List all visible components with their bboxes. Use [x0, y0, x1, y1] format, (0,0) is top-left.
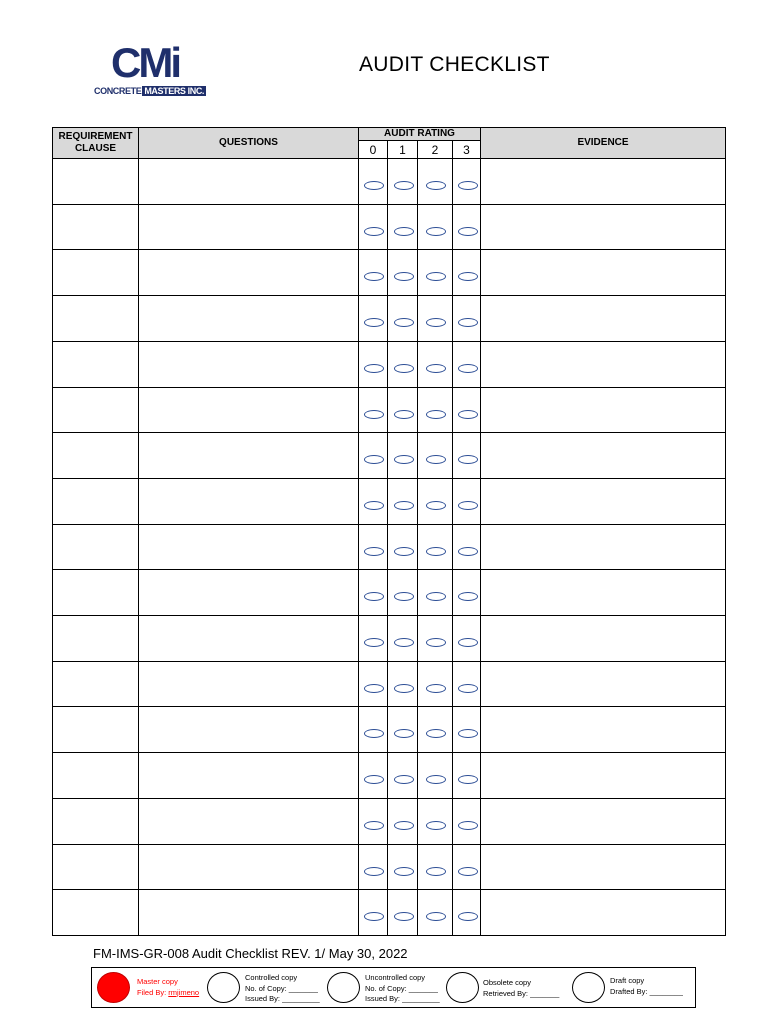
- rating-oval-option[interactable]: [426, 775, 446, 784]
- rating-3-cell: [452, 204, 481, 250]
- rating-oval-option[interactable]: [426, 272, 446, 281]
- evidence-cell[interactable]: [480, 752, 726, 799]
- rating-oval-option[interactable]: [364, 638, 384, 647]
- rating-oval-option[interactable]: [364, 501, 384, 510]
- rating-3-cell: [452, 752, 481, 799]
- rating-3-cell: [452, 295, 481, 342]
- rating-oval-option[interactable]: [394, 455, 414, 464]
- rating-0-cell: [358, 432, 388, 479]
- evidence-cell[interactable]: [480, 798, 726, 845]
- evidence-cell[interactable]: [480, 478, 726, 525]
- rating-oval-option[interactable]: [426, 318, 446, 327]
- rating-oval-option[interactable]: [364, 867, 384, 876]
- rating-oval-option[interactable]: [364, 592, 384, 601]
- rating-oval-option[interactable]: [458, 272, 478, 281]
- rating-1-cell: [387, 249, 418, 296]
- rating-oval-option[interactable]: [458, 318, 478, 327]
- rating-2-cell: [417, 889, 453, 936]
- rating-0-cell: [358, 752, 388, 799]
- requirement-clause-cell[interactable]: [52, 432, 139, 479]
- company-logo: [93, 39, 207, 100]
- rating-3-cell: [452, 158, 481, 205]
- question-cell[interactable]: [138, 524, 359, 570]
- evidence-cell[interactable]: [480, 387, 726, 433]
- evidence-cell[interactable]: [480, 615, 726, 662]
- rating-1-cell: [387, 661, 418, 707]
- uncontrolled-copy-label: Uncontrolled copy: [365, 973, 426, 982]
- rating-oval-option[interactable]: [364, 272, 384, 281]
- rating-oval-option[interactable]: [458, 410, 478, 419]
- rating-0-cell: [358, 615, 388, 662]
- evidence-cell[interactable]: [480, 661, 726, 707]
- question-cell[interactable]: [138, 478, 359, 525]
- draft-copy-label: Draft copy: [610, 976, 645, 985]
- table-row: [52, 615, 726, 662]
- rating-1-cell: [387, 844, 418, 890]
- rating-3-cell: [452, 249, 481, 296]
- rating-oval-option[interactable]: [364, 821, 384, 830]
- rating-3-cell: [452, 432, 481, 479]
- question-cell[interactable]: [138, 706, 359, 753]
- rating-0-cell: [358, 569, 388, 616]
- rating-value-2: 2: [417, 140, 453, 159]
- requirement-clause-cell[interactable]: [52, 341, 139, 388]
- rating-0-cell: [358, 844, 388, 890]
- question-cell[interactable]: [138, 661, 359, 707]
- rating-oval-option[interactable]: [364, 547, 384, 556]
- rating-3-cell: [452, 387, 481, 433]
- rating-oval-option[interactable]: [458, 455, 478, 464]
- rating-oval-option[interactable]: [426, 455, 446, 464]
- requirement-clause-cell[interactable]: [52, 889, 139, 936]
- rating-oval-option[interactable]: [458, 821, 478, 830]
- rating-oval-option[interactable]: [426, 638, 446, 647]
- rating-oval-option[interactable]: [364, 684, 384, 693]
- requirement-clause-cell[interactable]: [52, 706, 139, 753]
- evidence-cell[interactable]: [480, 524, 726, 570]
- draft-copy-indicator[interactable]: [572, 972, 605, 1003]
- table-row: [52, 432, 726, 479]
- rating-oval-option[interactable]: [394, 272, 414, 281]
- requirement-clause-cell[interactable]: [52, 204, 139, 250]
- rating-oval-option[interactable]: [394, 592, 414, 601]
- rating-3-cell: [452, 889, 481, 936]
- obsolete-copy-text: [483, 978, 559, 999]
- master-copy-indicator[interactable]: [97, 972, 130, 1003]
- requirement-clause-cell[interactable]: [52, 249, 139, 296]
- evidence-cell[interactable]: [480, 706, 726, 753]
- controlled-copy-text: [245, 973, 320, 1005]
- rating-oval-option[interactable]: [458, 912, 478, 921]
- uncontrolled-copy-indicator[interactable]: [327, 972, 360, 1003]
- rating-2-cell: [417, 249, 453, 296]
- rating-1-cell: [387, 478, 418, 525]
- rating-2-cell: [417, 615, 453, 662]
- requirement-clause-cell[interactable]: [52, 478, 139, 525]
- rating-oval-option[interactable]: [364, 364, 384, 373]
- rating-oval-option[interactable]: [394, 729, 414, 738]
- header-audit-rating: AUDIT RATING: [358, 127, 481, 141]
- question-cell[interactable]: [138, 569, 359, 616]
- table-row: [52, 249, 726, 296]
- rating-2-cell: [417, 341, 453, 388]
- rating-2-cell: [417, 387, 453, 433]
- question-cell[interactable]: [138, 889, 359, 936]
- draft-copy-drafted-by: Drafted By: ________: [610, 986, 683, 996]
- rating-oval-option[interactable]: [394, 410, 414, 419]
- requirement-clause-cell[interactable]: [52, 569, 139, 616]
- master-copy-text: [137, 977, 199, 998]
- rating-0-cell: [358, 387, 388, 433]
- requirement-clause-cell[interactable]: [52, 661, 139, 707]
- rating-3-cell: [452, 478, 481, 525]
- rating-oval-option[interactable]: [426, 501, 446, 510]
- rating-oval-option[interactable]: [426, 867, 446, 876]
- rating-3-cell: [452, 569, 481, 616]
- rating-1-cell: [387, 798, 418, 845]
- rating-0-cell: [358, 706, 388, 753]
- rating-oval-option[interactable]: [364, 410, 384, 419]
- evidence-cell[interactable]: [480, 295, 726, 342]
- rating-oval-option[interactable]: [426, 684, 446, 693]
- rating-3-cell: [452, 615, 481, 662]
- rating-1-cell: [387, 158, 418, 205]
- rating-2-cell: [417, 158, 453, 205]
- rating-0-cell: [358, 661, 388, 707]
- master-copy-label: Master copy: [137, 977, 178, 986]
- rating-oval-option[interactable]: [458, 684, 478, 693]
- rating-2-cell: [417, 524, 453, 570]
- master-copy-filed-by: Filed By: rmjimeno: [137, 987, 200, 997]
- table-row: [52, 478, 726, 525]
- controlled-copy-label: Controlled copy: [245, 973, 298, 982]
- rating-oval-option[interactable]: [394, 227, 414, 236]
- rating-oval-option[interactable]: [364, 912, 384, 921]
- evidence-cell[interactable]: [480, 889, 726, 936]
- evidence-cell[interactable]: [480, 249, 726, 296]
- rating-2-cell: [417, 752, 453, 799]
- rating-value-1: 1: [387, 140, 418, 159]
- table-row: [52, 889, 726, 936]
- rating-oval-option[interactable]: [426, 821, 446, 830]
- rating-oval-option[interactable]: [394, 501, 414, 510]
- rating-2-cell: [417, 706, 453, 753]
- requirement-clause-cell[interactable]: [52, 524, 139, 570]
- rating-value-0: 0: [358, 140, 388, 159]
- rating-oval-option[interactable]: [394, 547, 414, 556]
- rating-oval-option[interactable]: [426, 912, 446, 921]
- rating-oval-option[interactable]: [458, 729, 478, 738]
- form-code: FM-IMS-GR-008 Audit Checklist REV. 1/ May 30, 2022: [93, 946, 408, 961]
- rating-1-cell: [387, 889, 418, 936]
- rating-oval-option[interactable]: [394, 181, 414, 190]
- controlled-copy-indicator[interactable]: [207, 972, 240, 1003]
- requirement-clause-cell[interactable]: [52, 844, 139, 890]
- rating-1-cell: [387, 387, 418, 433]
- logo-text-masters: MASTERS INC.: [144, 86, 205, 96]
- rating-1-cell: [387, 295, 418, 342]
- uncontrolled-copy-issued-by: Issued By: _________: [365, 994, 440, 1003]
- rating-3-cell: [452, 661, 481, 707]
- requirement-clause-cell[interactable]: [52, 615, 139, 662]
- rating-oval-option[interactable]: [394, 364, 414, 373]
- requirement-clause-cell[interactable]: [52, 387, 139, 433]
- document-title: AUDIT CHECKLIST: [359, 53, 550, 76]
- rating-oval-option[interactable]: [364, 775, 384, 784]
- rating-oval-option[interactable]: [394, 775, 414, 784]
- uncontrolled-copy-text: [365, 973, 440, 1005]
- rating-oval-option[interactable]: [364, 318, 384, 327]
- table-row: [52, 341, 726, 388]
- table-row: [52, 706, 726, 753]
- question-cell[interactable]: [138, 249, 359, 296]
- rating-0-cell: [358, 249, 388, 296]
- rating-1-cell: [387, 432, 418, 479]
- rating-1-cell: [387, 569, 418, 616]
- rating-2-cell: [417, 844, 453, 890]
- question-cell[interactable]: [138, 158, 359, 205]
- table-row: [52, 752, 726, 799]
- evidence-cell[interactable]: [480, 569, 726, 616]
- rating-oval-option[interactable]: [426, 410, 446, 419]
- rating-oval-option[interactable]: [394, 912, 414, 921]
- uncontrolled-copy-number: No. of Copy: _______: [365, 983, 438, 993]
- rating-oval-option[interactable]: [458, 638, 478, 647]
- rating-oval-option[interactable]: [426, 547, 446, 556]
- table-row: [52, 798, 726, 845]
- rating-oval-option[interactable]: [426, 364, 446, 373]
- rating-oval-option[interactable]: [458, 227, 478, 236]
- question-cell[interactable]: [138, 341, 359, 388]
- rating-oval-option[interactable]: [426, 181, 446, 190]
- logo-text-concrete: CONCRETE: [94, 86, 142, 96]
- rating-0-cell: [358, 889, 388, 936]
- table-row: [52, 387, 726, 433]
- rating-0-cell: [358, 295, 388, 342]
- requirement-clause-cell[interactable]: [52, 798, 139, 845]
- rating-1-cell: [387, 204, 418, 250]
- rating-1-cell: [387, 706, 418, 753]
- table-row: [52, 569, 726, 616]
- rating-2-cell: [417, 478, 453, 525]
- rating-1-cell: [387, 341, 418, 388]
- rating-1-cell: [387, 752, 418, 799]
- rating-3-cell: [452, 844, 481, 890]
- rating-3-cell: [452, 706, 481, 753]
- question-cell[interactable]: [138, 615, 359, 662]
- rating-oval-option[interactable]: [458, 547, 478, 556]
- filed-by-name: rmjimeno: [168, 987, 200, 997]
- rating-2-cell: [417, 432, 453, 479]
- draft-copy-text: [610, 976, 683, 997]
- evidence-cell[interactable]: [480, 341, 726, 388]
- rating-oval-option[interactable]: [394, 684, 414, 693]
- rating-oval-option[interactable]: [458, 364, 478, 373]
- rating-0-cell: [358, 341, 388, 388]
- controlled-copy-issued-by: Issued By: _________: [245, 994, 320, 1003]
- question-cell[interactable]: [138, 387, 359, 433]
- rating-2-cell: [417, 569, 453, 616]
- rating-0-cell: [358, 204, 388, 250]
- audit-checklist-table: [52, 127, 726, 935]
- rating-2-cell: [417, 204, 453, 250]
- rating-oval-option[interactable]: [426, 592, 446, 601]
- rating-oval-option[interactable]: [458, 592, 478, 601]
- requirement-clause-cell[interactable]: [52, 295, 139, 342]
- controlled-copy-number: No. of Copy: _______: [245, 983, 318, 993]
- question-cell[interactable]: [138, 204, 359, 250]
- rating-oval-option[interactable]: [458, 867, 478, 876]
- rating-oval-option[interactable]: [394, 867, 414, 876]
- rating-oval-option[interactable]: [364, 181, 384, 190]
- rating-oval-option[interactable]: [394, 821, 414, 830]
- table-row: [52, 524, 726, 570]
- rating-oval-option[interactable]: [364, 729, 384, 738]
- evidence-cell[interactable]: [480, 158, 726, 205]
- rating-oval-option[interactable]: [394, 638, 414, 647]
- evidence-cell[interactable]: [480, 432, 726, 479]
- logo-mark: CMi: [111, 39, 179, 86]
- rating-value-3: 3: [452, 140, 481, 159]
- obsolete-copy-retrieved-by: Retrieved By: _______: [483, 988, 560, 998]
- question-cell[interactable]: [138, 752, 359, 799]
- rating-1-cell: [387, 524, 418, 570]
- question-cell[interactable]: [138, 295, 359, 342]
- question-cell[interactable]: [138, 432, 359, 479]
- copy-status-legend: [91, 967, 696, 1008]
- rating-oval-option[interactable]: [394, 318, 414, 327]
- table-row: [52, 295, 726, 342]
- rating-1-cell: [387, 615, 418, 662]
- header-evidence: EVIDENCE: [480, 127, 726, 159]
- rating-oval-option[interactable]: [364, 455, 384, 464]
- question-cell[interactable]: [138, 844, 359, 890]
- rating-oval-option[interactable]: [426, 729, 446, 738]
- rating-2-cell: [417, 295, 453, 342]
- rating-oval-option[interactable]: [458, 775, 478, 784]
- table-row: [52, 204, 726, 250]
- rating-oval-option[interactable]: [458, 181, 478, 190]
- obsolete-copy-indicator[interactable]: [446, 972, 479, 1003]
- rating-0-cell: [358, 524, 388, 570]
- rating-0-cell: [358, 798, 388, 845]
- rating-3-cell: [452, 524, 481, 570]
- rating-3-cell: [452, 341, 481, 388]
- header-requirement-clause: REQUIREMENT CLAUSE: [52, 127, 139, 159]
- obsolete-copy-label: Obsolete copy: [483, 978, 531, 987]
- requirement-clause-cell[interactable]: [52, 752, 139, 799]
- rating-oval-option[interactable]: [458, 501, 478, 510]
- rating-2-cell: [417, 798, 453, 845]
- rating-3-cell: [452, 798, 481, 845]
- rating-oval-option[interactable]: [364, 227, 384, 236]
- rating-2-cell: [417, 661, 453, 707]
- table-row: [52, 158, 726, 205]
- rating-oval-option[interactable]: [426, 227, 446, 236]
- rating-0-cell: [358, 158, 388, 205]
- rating-0-cell: [358, 478, 388, 525]
- question-cell[interactable]: [138, 798, 359, 845]
- requirement-clause-cell[interactable]: [52, 158, 139, 205]
- header-questions: QUESTIONS: [138, 127, 359, 159]
- table-row: [52, 661, 726, 707]
- evidence-cell[interactable]: [480, 844, 726, 890]
- logo-company-name: [93, 85, 207, 98]
- evidence-cell[interactable]: [480, 204, 726, 250]
- table-row: [52, 844, 726, 890]
